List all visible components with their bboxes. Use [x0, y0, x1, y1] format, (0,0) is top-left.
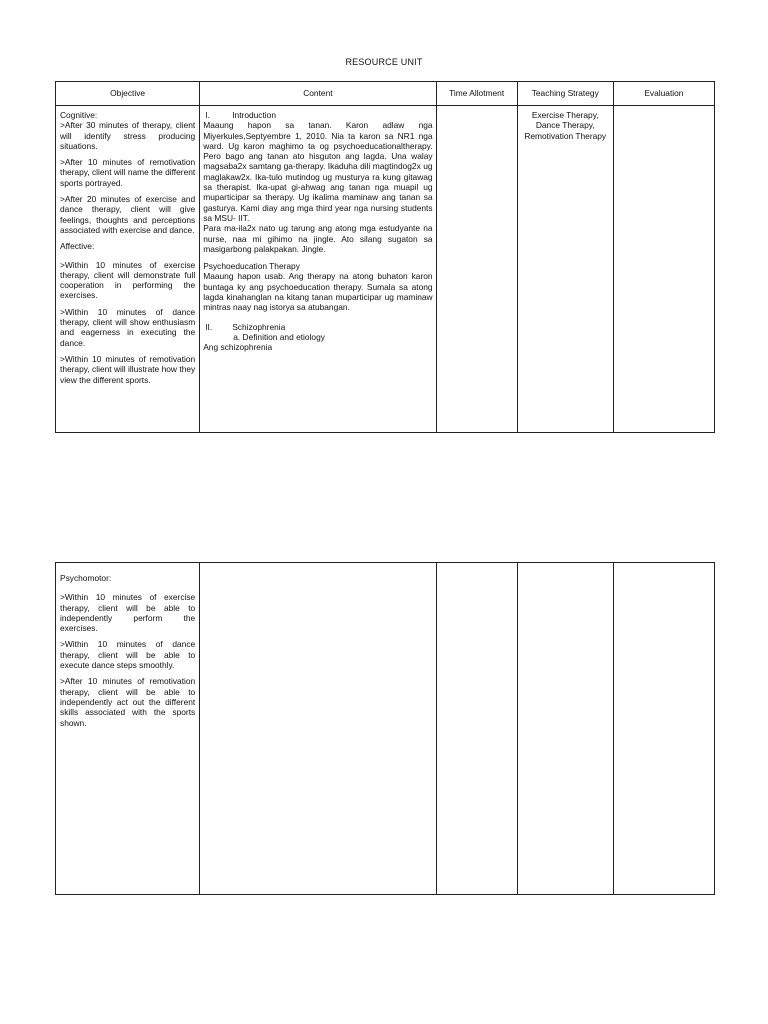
- objective-item: >Within 10 minutes of exercise therapy, client will be able to independently perform the exercises.: [60, 592, 196, 634]
- table-header-row: [56, 82, 715, 106]
- header-objective: Objective: [56, 82, 200, 106]
- content-paragraph: Maaung hapon sa tanan. Karon adlaw nga Miyerkules,Septyembre 1, 2010. Nia ta karon sa NR1 nga ward. Ug karon maghimo ta og psychoeducationaltherapy. Pero bago ang tanan ato hisguton ang lagda. Una walay magsaba2x samtang ga-therapy. Ikaduha dili magtindog2x ug maglakaw2x. Ika-tulo mutindog ug musturya ra kung gitawag sa therapist. Ika-upat gi-ahwag ang tanan nga muapil ug muparticipar sa therapy. Ug ikalima maminaw ang tanan sa gasturya. Kami diay ang mga third year nga nursing students sa MSU- IIT.: [203, 120, 433, 223]
- content-paragraph: Ang schizophrenia: [203, 342, 273, 353]
- table-row: [56, 106, 715, 433]
- affective-heading: Affective:: [60, 241, 95, 252]
- objective-item: >Within 10 minutes of dance therapy, client will be able to execute dance steps smoothly.: [60, 639, 196, 671]
- section-title: Introduction: [232, 110, 276, 120]
- section-heading: [203, 322, 432, 332]
- evaluation-cell: [613, 563, 714, 895]
- cognitive-heading: Cognitive:: [60, 110, 98, 120]
- time-allotment-cell: [436, 563, 517, 895]
- section-title: Schizophrenia: [232, 321, 286, 332]
- resource-unit-table-continued: [55, 562, 715, 895]
- section-number: I.: [205, 110, 210, 120]
- psychomotor-heading: Psychomotor:: [60, 573, 112, 583]
- content-subheading: Psychoeducation Therapy: [203, 261, 300, 272]
- header-teaching-strategy: Teaching Strategy: [517, 82, 613, 106]
- content-paragraph: Para ma-ila2x nato ug tarung ang atong mga estudyante na nurse, naa mi gihimo na jingle. Ato silang sugaton sa masigarbong palakpakan. Jingle.: [203, 223, 433, 254]
- header-content: Content: [200, 82, 436, 106]
- evaluation-cell: [613, 106, 714, 433]
- teaching-strategy-cell: Exercise Therapy, Dance Therapy, Remotivation Therapy: [517, 106, 613, 433]
- page-title: RESOURCE UNIT: [345, 57, 423, 67]
- objective-item: >After 10 minutes of remotivation therapy, client will name the different sports portrayed.: [60, 157, 196, 188]
- content-cell: [200, 563, 436, 895]
- objective-item: >Within 10 minutes of remotivation therapy, client will illustrate how they view the different sports.: [60, 353, 196, 385]
- objective-item: >After 30 minutes of therapy, client will identify stress producing situations.: [60, 120, 196, 151]
- subsection-heading: a. Definition and etiology: [233, 331, 325, 342]
- teaching-strategy-cell: [517, 563, 613, 895]
- header-time-allotment: Time Allotment: [436, 82, 517, 106]
- section-heading: [203, 110, 432, 120]
- resource-unit-table: [55, 81, 715, 433]
- objective-item: >Within 10 minutes of exercise therapy, client will demonstrate full cooperation in performing the exercises.: [60, 259, 196, 301]
- time-allotment-cell: [436, 106, 517, 433]
- objective-item: >Within 10 minutes of dance therapy, client will show enthusiasm and eagerness in executing the dance.: [60, 306, 196, 348]
- objective-item: >After 20 minutes of exercise and dance therapy, client will give feelings, thoughts and perceptions associated with exercise and dance.: [60, 194, 196, 235]
- objective-cell: [56, 563, 200, 895]
- objective-item: >After 10 minutes of remotivation therapy, client will be able to independently act out the different skills associated with the sports shown.: [60, 676, 196, 728]
- content-cell: [200, 106, 436, 433]
- objective-cell: [56, 106, 200, 433]
- content-paragraph: Maaung hapon usab. Ang therapy na atong buhaton karon buntaga ky ang psychoeducation therapy. Sumala sa atong lagda kinahanglan na kitang tanan muparticipar ug maminaw mintras naay nag istorya sa atubangan.: [203, 271, 433, 313]
- section-number: II.: [205, 321, 213, 332]
- table-row: [56, 563, 715, 895]
- header-evaluation: Evaluation: [613, 82, 714, 106]
